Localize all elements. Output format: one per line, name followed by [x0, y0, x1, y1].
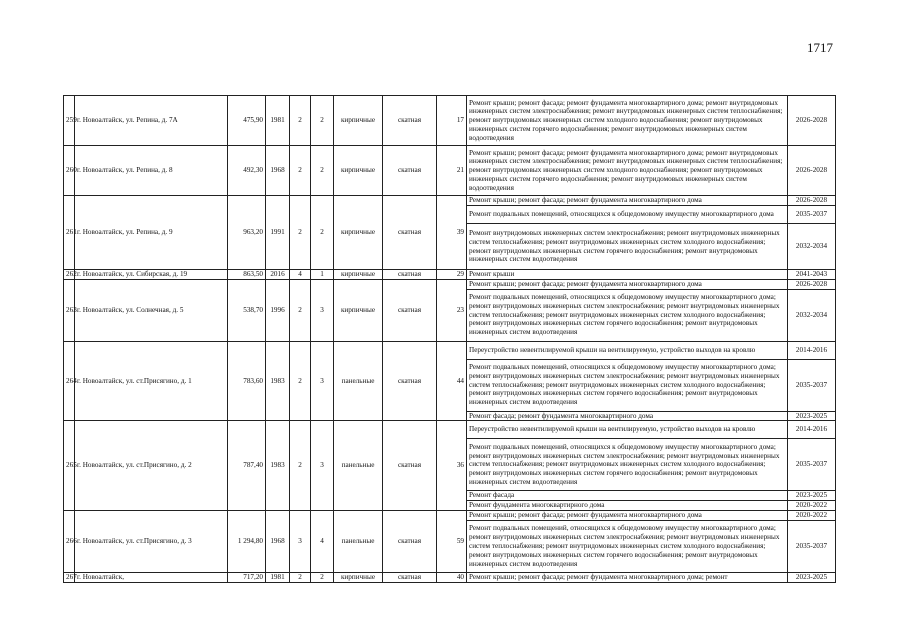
period-cell: 2023-2025 — [788, 572, 836, 582]
entrances-cell: 2 — [311, 196, 334, 270]
period-cell: 2026-2028 — [788, 96, 836, 146]
year-cell: 1983 — [266, 341, 290, 421]
work-description-cell: Ремонт крыши; ремонт фасада; ремонт фундамента многоквартирного дома — [467, 511, 788, 521]
table-row — [64, 341, 836, 359]
work-description-cell: Ремонт фасада; ремонт фундамента многоквартирного дома — [467, 411, 788, 421]
roof-type-cell: скатная — [383, 421, 437, 511]
period-cell: 2026-2028 — [788, 146, 836, 196]
period-cell: 2020-2022 — [788, 501, 836, 511]
address-cell: г. Новоалтайск, — [75, 572, 228, 582]
period-cell: 2026-2028 — [788, 279, 836, 289]
area-cell: 475,90 — [228, 96, 266, 146]
residents-cell: 29 — [437, 270, 467, 280]
table-row — [64, 146, 836, 196]
work-description-cell: Ремонт подвальных помещений, относящихся к общедомовому имуществу многоквартирного дома; ремонт внутридомовых инженерных систем электроснабжения; ремонт внутридомовых инженерных систем теплоснабжения; ремонт внутридомовых инженерных систем холодного водоснабжения; ремонт внутридомовых инженерных систем горячего водоснабжения; ремонт внутридомовых инженерных систем водоотведения — [467, 520, 788, 572]
row-number: 267 — [64, 572, 75, 582]
floors-cell: 2 — [290, 341, 311, 421]
work-description-cell: Ремонт подвальных помещений, относящихся к общедомовому имуществу многоквартирного дома; ремонт внутридомовых инженерных систем электроснабжения; ремонт внутридомовых инженерных систем теплоснабжения; ремонт внутридомовых инженерных систем холодного водоснабжения; ремонт внутридомовых инженерных систем горячего водоснабжения; ремонт внутридомовых инженерных систем водоотведения — [467, 359, 788, 411]
row-number: 264 — [64, 341, 75, 421]
period-cell: 2014-2016 — [788, 341, 836, 359]
row-number: 261 — [64, 196, 75, 270]
area-cell: 492,30 — [228, 146, 266, 196]
entrances-cell: 2 — [311, 572, 334, 582]
work-description-cell: Ремонт крыши; ремонт фасада; ремонт фундамента многоквартирного дома — [467, 196, 788, 206]
wall-material-cell: кирпичные — [334, 270, 383, 280]
table-row — [64, 279, 836, 289]
area-cell: 1 294,80 — [228, 511, 266, 573]
work-description-cell: Ремонт внутридомовых инженерных систем электроснабжения; ремонт внутридомовых инженерных систем теплоснабжения; ремонт внутридомовых инженерных систем холодного водоснабжения; ремонт внутридомовых инженерных систем горячего водоснабжения; ремонт внутридомовых инженерных систем водоотведения — [467, 224, 788, 270]
period-cell: 2020-2022 — [788, 511, 836, 521]
work-description-cell: Ремонт крыши — [467, 270, 788, 280]
year-cell: 1968 — [266, 511, 290, 573]
work-description-cell: Переустройство невентилируемой крыши на вентилируемую, устройство выходов на кровлю — [467, 421, 788, 439]
period-cell: 2032-2034 — [788, 224, 836, 270]
work-description-cell: Ремонт крыши; ремонт фасада; ремонт фундамента многоквартирного дома; ремонт внутридомовых инженерных систем электроснабжения; ремонт внутридомовых инженерных систем теплоснабжения; ремонт внутридомовых инженерных систем холодного водоснабжения; ремонт внутридомовых инженерных систем горячего водоснабжения; ремонт внутридомовых инженерных систем водоотведения — [467, 96, 788, 146]
area-cell: 717,20 — [228, 572, 266, 582]
work-description-cell: Ремонт крыши; ремонт фасада; ремонт фундамента многоквартирного дома; ремонт внутридомовых инженерных систем электроснабжения; ремонт внутридомовых инженерных систем теплоснабжения; ремонт внутридомовых инженерных систем холодного водоснабжения; ремонт внутридомовых инженерных систем горячего водоснабжения; ремонт внутридомовых инженерных систем водоотведения — [467, 146, 788, 196]
roof-type-cell: скатная — [383, 279, 437, 341]
work-description-cell: Ремонт подвальных помещений, относящихся к общедомовому имуществу многоквартирного дома — [467, 206, 788, 224]
work-description-cell: Ремонт фасада — [467, 491, 788, 501]
year-cell: 1991 — [266, 196, 290, 270]
roof-type-cell: скатная — [383, 511, 437, 573]
floors-cell: 4 — [290, 270, 311, 280]
entrances-cell: 3 — [311, 421, 334, 511]
wall-material-cell: кирпичные — [334, 196, 383, 270]
year-cell: 1996 — [266, 279, 290, 341]
year-cell: 1981 — [266, 96, 290, 146]
period-cell: 2035-2037 — [788, 520, 836, 572]
address-cell: г. Новоалтайск, ул. ст.Присягино, д. 1 — [75, 341, 228, 421]
residents-cell: 39 — [437, 196, 467, 270]
address-cell: г. Новоалтайск, ул. ст.Присягино, д. 2 — [75, 421, 228, 511]
floors-cell: 2 — [290, 279, 311, 341]
area-cell: 783,60 — [228, 341, 266, 421]
period-cell: 2032-2034 — [788, 289, 836, 341]
entrances-cell: 3 — [311, 279, 334, 341]
wall-material-cell: кирпичные — [334, 572, 383, 582]
work-description-cell: Ремонт крыши; ремонт фасада; ремонт фундамента многоквартирного дома — [467, 279, 788, 289]
residents-cell: 36 — [437, 421, 467, 511]
residents-cell: 23 — [437, 279, 467, 341]
table-row — [64, 511, 836, 521]
housing-repair-table — [63, 95, 836, 583]
period-cell: 2023-2025 — [788, 491, 836, 501]
row-number: 259 — [64, 96, 75, 146]
wall-material-cell: кирпичные — [334, 96, 383, 146]
residents-cell: 40 — [437, 572, 467, 582]
roof-type-cell: скатная — [383, 96, 437, 146]
area-cell: 538,70 — [228, 279, 266, 341]
entrances-cell: 4 — [311, 511, 334, 573]
floors-cell: 2 — [290, 572, 311, 582]
table-row — [64, 96, 836, 146]
residents-cell: 17 — [437, 96, 467, 146]
row-number: 265 — [64, 421, 75, 511]
table-row — [64, 572, 836, 582]
wall-material-cell: кирпичные — [334, 279, 383, 341]
period-cell: 2035-2037 — [788, 359, 836, 411]
entrances-cell: 3 — [311, 341, 334, 421]
row-number: 262 — [64, 270, 75, 280]
period-cell: 2014-2016 — [788, 421, 836, 439]
roof-type-cell: скатная — [383, 341, 437, 421]
wall-material-cell: панельные — [334, 421, 383, 511]
wall-material-cell: кирпичные — [334, 146, 383, 196]
address-cell: г. Новоалтайск, ул. Репина, д. 7А — [75, 96, 228, 146]
work-description-cell: Переустройство невентилируемой крыши на вентилируемую, устройство выходов на кровлю — [467, 341, 788, 359]
period-cell: 2035-2037 — [788, 439, 836, 491]
period-cell: 2026-2028 — [788, 196, 836, 206]
address-cell: г. Новоалтайск, ул. Репина, д. 9 — [75, 196, 228, 270]
floors-cell: 2 — [290, 421, 311, 511]
period-cell: 2035-2037 — [788, 206, 836, 224]
wall-material-cell: панельные — [334, 341, 383, 421]
year-cell: 1981 — [266, 572, 290, 582]
work-description-cell: Ремонт подвальных помещений, относящихся к общедомовому имуществу многоквартирного дома; ремонт внутридомовых инженерных систем электроснабжения; ремонт внутридомовых инженерных систем теплоснабжения; ремонт внутридомовых инженерных систем холодного водоснабжения; ремонт внутридомовых инженерных систем горячего водоснабжения; ремонт внутридомовых инженерных систем водоотведения — [467, 289, 788, 341]
address-cell: г. Новоалтайск, ул. ст.Присягино, д. 3 — [75, 511, 228, 573]
table-row — [64, 270, 836, 280]
period-cell: 2041-2043 — [788, 270, 836, 280]
residents-cell: 21 — [437, 146, 467, 196]
area-cell: 787,40 — [228, 421, 266, 511]
page-number: 1717 — [807, 40, 833, 55]
year-cell: 1968 — [266, 146, 290, 196]
floors-cell: 3 — [290, 511, 311, 573]
floors-cell: 2 — [290, 96, 311, 146]
work-description-cell: Ремонт подвальных помещений, относящихся к общедомовому имуществу многоквартирного дома; ремонт внутридомовых инженерных систем электроснабжения; ремонт внутридомовых инженерных систем теплоснабжения; ремонт внутридомовых инженерных систем холодного водоснабжения; ремонт внутридомовых инженерных систем горячего водоснабжения; ремонт внутридомовых инженерных систем водоотведения — [467, 439, 788, 491]
row-number: 263 — [64, 279, 75, 341]
floors-cell: 2 — [290, 196, 311, 270]
row-number: 260 — [64, 146, 75, 196]
roof-type-cell: скатная — [383, 270, 437, 280]
address-cell: г. Новоалтайск, ул. Репина, д. 8 — [75, 146, 228, 196]
year-cell: 2016 — [266, 270, 290, 280]
roof-type-cell: скатная — [383, 196, 437, 270]
area-cell: 863,50 — [228, 270, 266, 280]
row-number: 266 — [64, 511, 75, 573]
roof-type-cell: скатная — [383, 572, 437, 582]
residents-cell: 44 — [437, 341, 467, 421]
table-row — [64, 421, 836, 439]
wall-material-cell: панельные — [334, 511, 383, 573]
entrances-cell: 1 — [311, 270, 334, 280]
entrances-cell: 2 — [311, 146, 334, 196]
residents-cell: 59 — [437, 511, 467, 573]
year-cell: 1983 — [266, 421, 290, 511]
floors-cell: 2 — [290, 146, 311, 196]
work-description-cell: Ремонт крыши; ремонт фасада; ремонт фундамента многоквартирного дома; ремонт — [467, 572, 788, 582]
entrances-cell: 2 — [311, 96, 334, 146]
table-row — [64, 196, 836, 206]
address-cell: г. Новоалтайск, ул. Солнечная, д. 5 — [75, 279, 228, 341]
roof-type-cell: скатная — [383, 146, 437, 196]
period-cell: 2023-2025 — [788, 411, 836, 421]
area-cell: 963,20 — [228, 196, 266, 270]
address-cell: г. Новоалтайск, ул. Сибирская, д. 19 — [75, 270, 228, 280]
work-description-cell: Ремонт фундамента многоквартирного дома — [467, 501, 788, 511]
